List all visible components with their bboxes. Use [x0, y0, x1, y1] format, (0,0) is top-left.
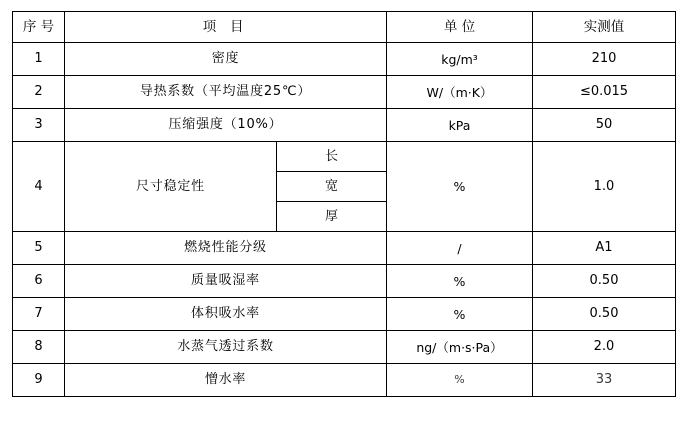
table-row	[13, 265, 676, 298]
row-unit: /	[387, 232, 533, 265]
row-item: 质量吸湿率	[65, 265, 387, 298]
header-cell-no: 序 号	[13, 12, 65, 43]
row-subitem-thickness: 厚	[277, 202, 387, 232]
row-value: A1	[533, 232, 676, 265]
table-row	[13, 76, 676, 109]
row-subitem-length: 长	[277, 142, 387, 172]
row-subitem-width: 宽	[277, 172, 387, 202]
row-item: 体积吸水率	[65, 298, 387, 331]
row-unit: ng/（m·s·Pa）	[387, 331, 533, 364]
row-value: 33	[533, 364, 676, 397]
row-unit: kg/m³	[387, 43, 533, 76]
table-row	[13, 43, 676, 76]
row-no: 3	[13, 109, 65, 142]
table-row	[13, 232, 676, 265]
row-no: 5	[13, 232, 65, 265]
header-cell-value: 实测值	[533, 12, 676, 43]
table-row	[13, 298, 676, 331]
row-item: 憎水率	[65, 364, 387, 397]
row-no: 2	[13, 76, 65, 109]
row-no: 8	[13, 331, 65, 364]
header-cell-unit: 单 位	[387, 12, 533, 43]
table-row	[13, 331, 676, 364]
row-value: ≤0.015	[533, 76, 676, 109]
row-no: 4	[13, 142, 65, 232]
row-unit: W/（m·K）	[387, 76, 533, 109]
specification-table	[12, 11, 676, 397]
spec-sheet	[0, 11, 693, 432]
row-item: 导热系数（平均温度25℃）	[65, 76, 387, 109]
row-item: 密度	[65, 43, 387, 76]
row-value: 1.0	[533, 142, 676, 232]
row-unit: kPa	[387, 109, 533, 142]
row-value: 0.50	[533, 265, 676, 298]
table-row-dimension-length	[13, 142, 676, 172]
row-no: 1	[13, 43, 65, 76]
row-unit: %	[387, 298, 533, 331]
table-header-row	[13, 12, 676, 43]
row-item: 压缩强度（10%）	[65, 109, 387, 142]
row-no: 7	[13, 298, 65, 331]
row-item: 水蒸气透过系数	[65, 331, 387, 364]
row-unit: %	[387, 364, 533, 397]
header-cell-item: 项 目	[65, 12, 387, 43]
table-row	[13, 364, 676, 397]
row-unit: %	[387, 265, 533, 298]
row-value: 0.50	[533, 298, 676, 331]
row-no: 6	[13, 265, 65, 298]
row-item: 尺寸稳定性	[65, 142, 277, 232]
row-value: 50	[533, 109, 676, 142]
row-item: 燃烧性能分级	[65, 232, 387, 265]
row-no: 9	[13, 364, 65, 397]
row-unit: %	[387, 142, 533, 232]
row-value: 2.0	[533, 331, 676, 364]
table-row	[13, 109, 676, 142]
row-value: 210	[533, 43, 676, 76]
